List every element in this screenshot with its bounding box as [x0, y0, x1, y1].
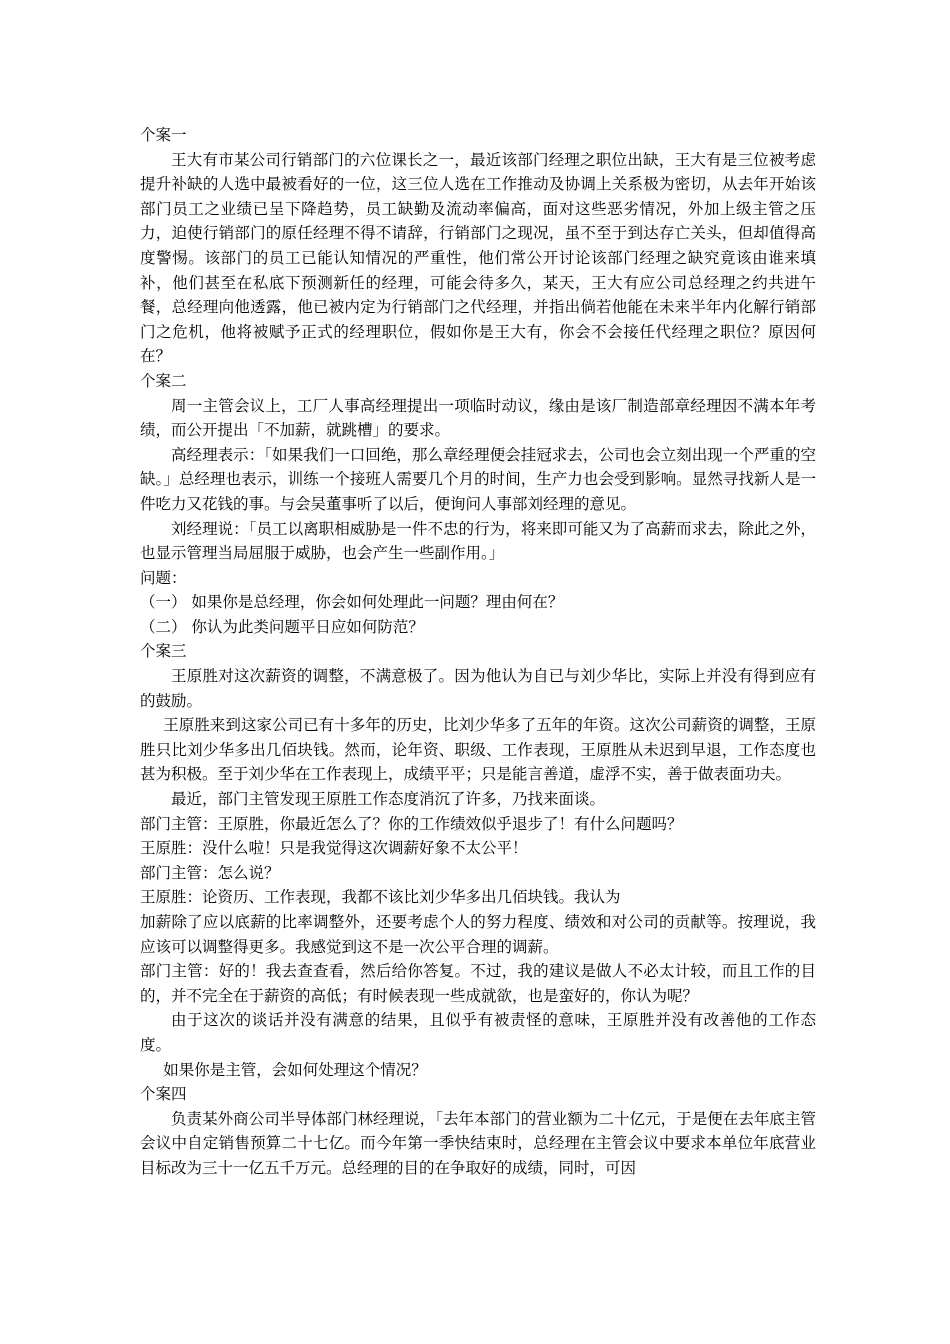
case3-paragraph-1: 王原胜对这次薪资的调整，不满意极了。因为他认为自已与刘少华比，实际上并没有得到应有的鼓励。: [140, 667, 816, 710]
case2-questions-label: 问题：: [140, 568, 187, 587]
case3-heading: 个案三: [140, 642, 187, 661]
case3-dialogue-4a: 王原胜：论资历、工作表现，我都不该比刘少华多出几佰块钱。我认为: [140, 888, 621, 907]
case3-paragraph-2: 王原胜来到这家公司已有十多年的历史，比刘少华多了五年的年资。这次公司薪资的调整，王原胜只比刘少华多出几佰块钱。然而，论年资、职级、工作表现，王原胜从未迟到早退，工作态度也甚为积极。至于刘少华在工作表现上，成绩平平；只是能言善道，虚浮不实，善于做表面功夫。: [140, 716, 816, 784]
case3-question: 如果你是主管，会如何处理这个情况？: [163, 1060, 427, 1079]
case3-dialogue-5: 部门主管：好的！我去查查看，然后给你答复。不过，我的建议是做人不必太计较，而且工作的目的，并不完全在于薪资的高低；有时候表现一些成就欲，也是蛮好的，你认为呢？: [140, 962, 816, 1005]
case3-dialogue-4b: 加薪除了应以底薪的比率调整外，还要考虑个人的努力程度、绩效和对公司的贡献等。按理说，我应该可以调整得更多。我感觉到这不是一次公平合理的调薪。: [140, 913, 816, 956]
case1-body: 王大有市某公司行销部门的六位课长之一，最近该部门经理之职位出缺，王大有是三位被考虑提升补缺的人选中最被看好的一位，这三位人选在工作推动及协调上关系极为密切，从去年开始该部门员工之业绩已呈下降趋势，员工缺勤及流动率偏高，面对这些恶劣情况，外加上级主管之压力，迫使行销部门的原任经理不得不请辞，行销部门之现况，虽不至于到达存亡关头，但却值得高度警惕。该部门的员工已能认知情况的严重性，他们常公开讨论该部门经理之缺究竟该由谁来填补，他们甚至在私底下预测新任的经理，可能会待多久，某天，王大有应公司总经理之约共进午餐，总经理向他透露，他已被内定为行销部门之代经理，并指出倘若他能在未来半年内化解行销部门之危机，他将被赋予正式的经理职位，假如你是王大有，你会不会接任代经理之职位？原因何在？: [140, 150, 816, 366]
case2-paragraph-2: 高经理表示：「如果我们一口回绝，那么章经理便会挂冠求去，公司也会立刻出现一个严重的空缺。」总经理也表示，训练一个接班人需要几个月的时间，生产力也会受到影响。显然寻找新人是一件吃力又花钱的事。与会吴董事听了以后，便询问人事部刘经理的意见。: [140, 445, 816, 513]
case3-dialogue-3: 部门主管：怎么说？: [140, 863, 280, 882]
case4-heading: 个案四: [140, 1085, 187, 1104]
case2-paragraph-1: 周一主管会议上，工厂人事高经理提出一项临时动议，缘由是该厂制造部章经理因不满本年考绩，而公开提出「不加薪，就跳槽」的要求。: [140, 396, 816, 440]
case2-paragraph-3: 刘经理说：「员工以离职相威胁是一件不忠的行为，将来即可能又为了高薪而求去，除此之外，也显示管理当局屈服于威胁，也会产生一些副作用。」: [140, 519, 816, 563]
case3-dialogue-2: 王原胜：没什么啦！只是我觉得这次调薪好象不太公平！: [140, 839, 528, 858]
case3-dialogue-1: 部门主管：王原胜，你最近怎么了？你的工作绩效似乎退步了！有什么问题吗？: [140, 814, 683, 833]
case1-heading: 个案一: [140, 126, 187, 144]
case2-question-2: （二） 你认为此类问题平日应如何防范？: [140, 617, 424, 636]
case2-question-1: （一） 如果你是总经理，你会如何处理此一问题？理由何在？: [140, 593, 564, 612]
case2-heading: 个案二: [140, 371, 187, 390]
document-page: [140, 123, 816, 1181]
case3-paragraph-3: 最近，部门主管发现王原胜工作态度消沉了许多，乃找来面谈。: [171, 790, 606, 809]
case4-paragraph-1: 负责某外商公司半导体部门林经理说，「去年本部门的营业额为二十亿元，于是便在去年底主管会议中自定销售预算二十七亿。而今年第一季快结束时，总经理在主管会议中要求本单位年底营业目标改为三十一亿五千万元。总经理的目的在争取好的成绩，同时，可因: [140, 1109, 816, 1177]
case3-paragraph-4: 由于这次的谈话并没有满意的结果，且似乎有被责怪的意味，王原胜并没有改善他的工作态度。: [140, 1011, 816, 1054]
